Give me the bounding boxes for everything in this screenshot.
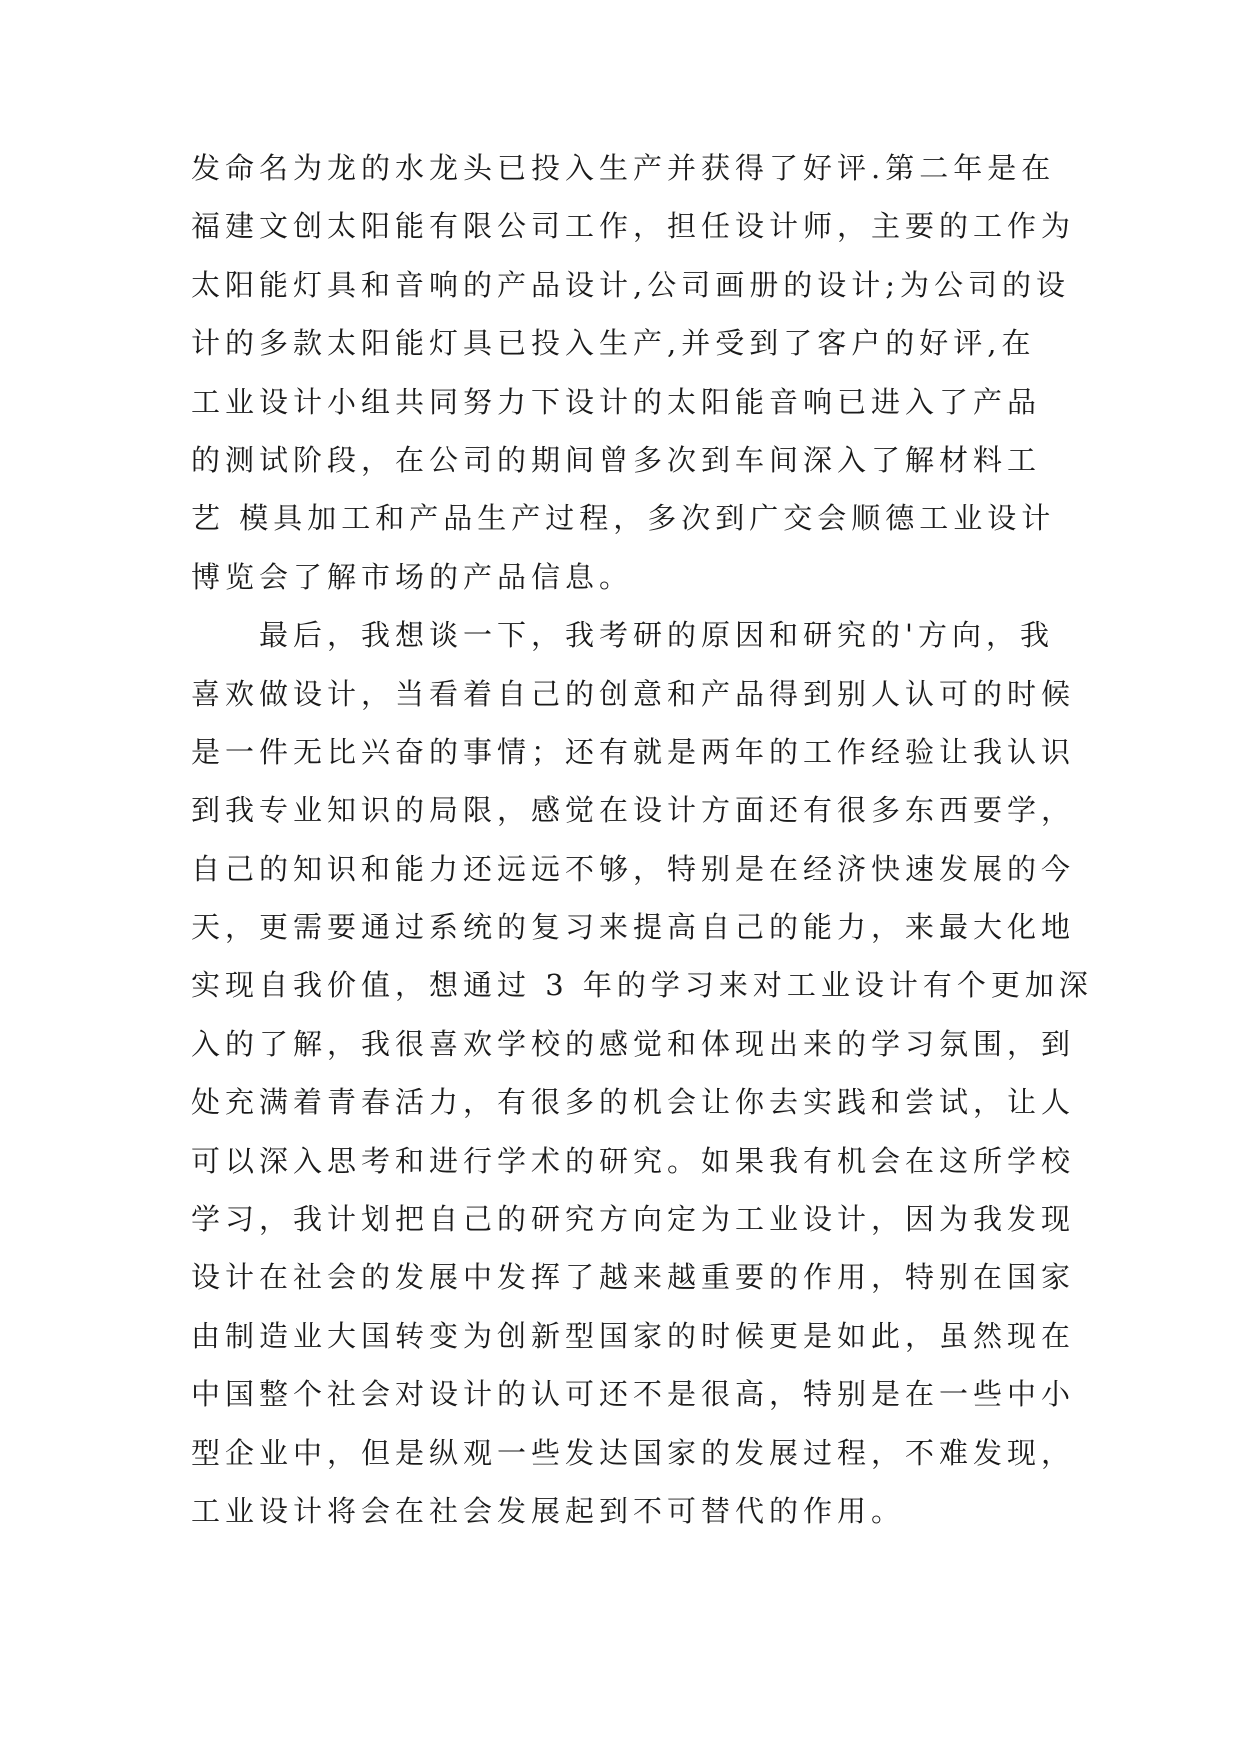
text-line: 天，更需要通过系统的复习来提高自己的能力，来最大化地	[191, 910, 1076, 945]
text-line: 是一件无比兴奋的事情；还有就是两年的工作经验让我认识	[191, 734, 1076, 769]
text-line: 工业设计将会在社会发展起到不可替代的作用。	[191, 1493, 906, 1528]
text-line: 博览会了解市场的产品信息。	[191, 559, 634, 594]
text-line: 发命名为龙的水龙头已投入生产并获得了好评.第二年是在	[191, 151, 1056, 185]
text-line: 的测试阶段，在公司的期间曾多次到车间深入了解材料工	[191, 442, 1042, 477]
text-line: 福建文创太阳能有限公司工作，担任设计师，主要的工作为	[191, 209, 1076, 244]
text-line: 型企业中，但是纵观一些发达国家的发展过程，不难发现，	[191, 1435, 1076, 1470]
text-line: 自己的知识和能力还远远不够，特别是在经济快速发展的今	[191, 851, 1076, 886]
text-line: 可以深入思考和进行学术的研究。如果我有机会在这所学校	[191, 1143, 1076, 1178]
paragraph-first-line: 最后，我想谈一下，我考研的原因和研究的'方向，我	[259, 618, 1054, 653]
text-line: 中国整个社会对设计的认可还不是很高，特别是在一些中小	[191, 1377, 1076, 1412]
text-line: 计的多款太阳能灯具已投入生产,并受到了客户的好评,在	[191, 326, 1036, 361]
text-line: 实现自我价值，想通过 3 年的学习来对工业设计有个更加深	[191, 968, 1093, 1003]
body-text	[191, 139, 1093, 1540]
text-line: 艺 模具加工和产品生产过程，多次到广交会顺德工业设计	[191, 501, 1056, 536]
text-line: 入的了解，我很喜欢学校的感觉和体现出来的学习氛围，到	[191, 1026, 1076, 1061]
text-line: 太阳能灯具和音响的产品设计,公司画册的设计;为公司的设	[191, 267, 1070, 302]
text-line: 处充满着青春活力，有很多的机会让你去实践和尝试，让人	[191, 1085, 1076, 1120]
text-line: 设计在社会的发展中发挥了越来越重要的作用，特别在国家	[191, 1260, 1076, 1295]
text-line: 工业设计小组共同努力下设计的太阳能音响已进入了产品	[191, 384, 1042, 419]
text-line: 学习，我计划把自己的研究方向定为工业设计，因为我发现	[191, 1202, 1076, 1237]
text-line: 喜欢做设计，当看着自己的创意和产品得到别人认可的时候	[191, 676, 1076, 711]
text-line: 到我专业知识的局限，感觉在设计方面还有很多东西要学，	[191, 793, 1076, 828]
text-line: 由制造业大国转变为创新型国家的时候更是如此，虽然现在	[191, 1318, 1076, 1353]
